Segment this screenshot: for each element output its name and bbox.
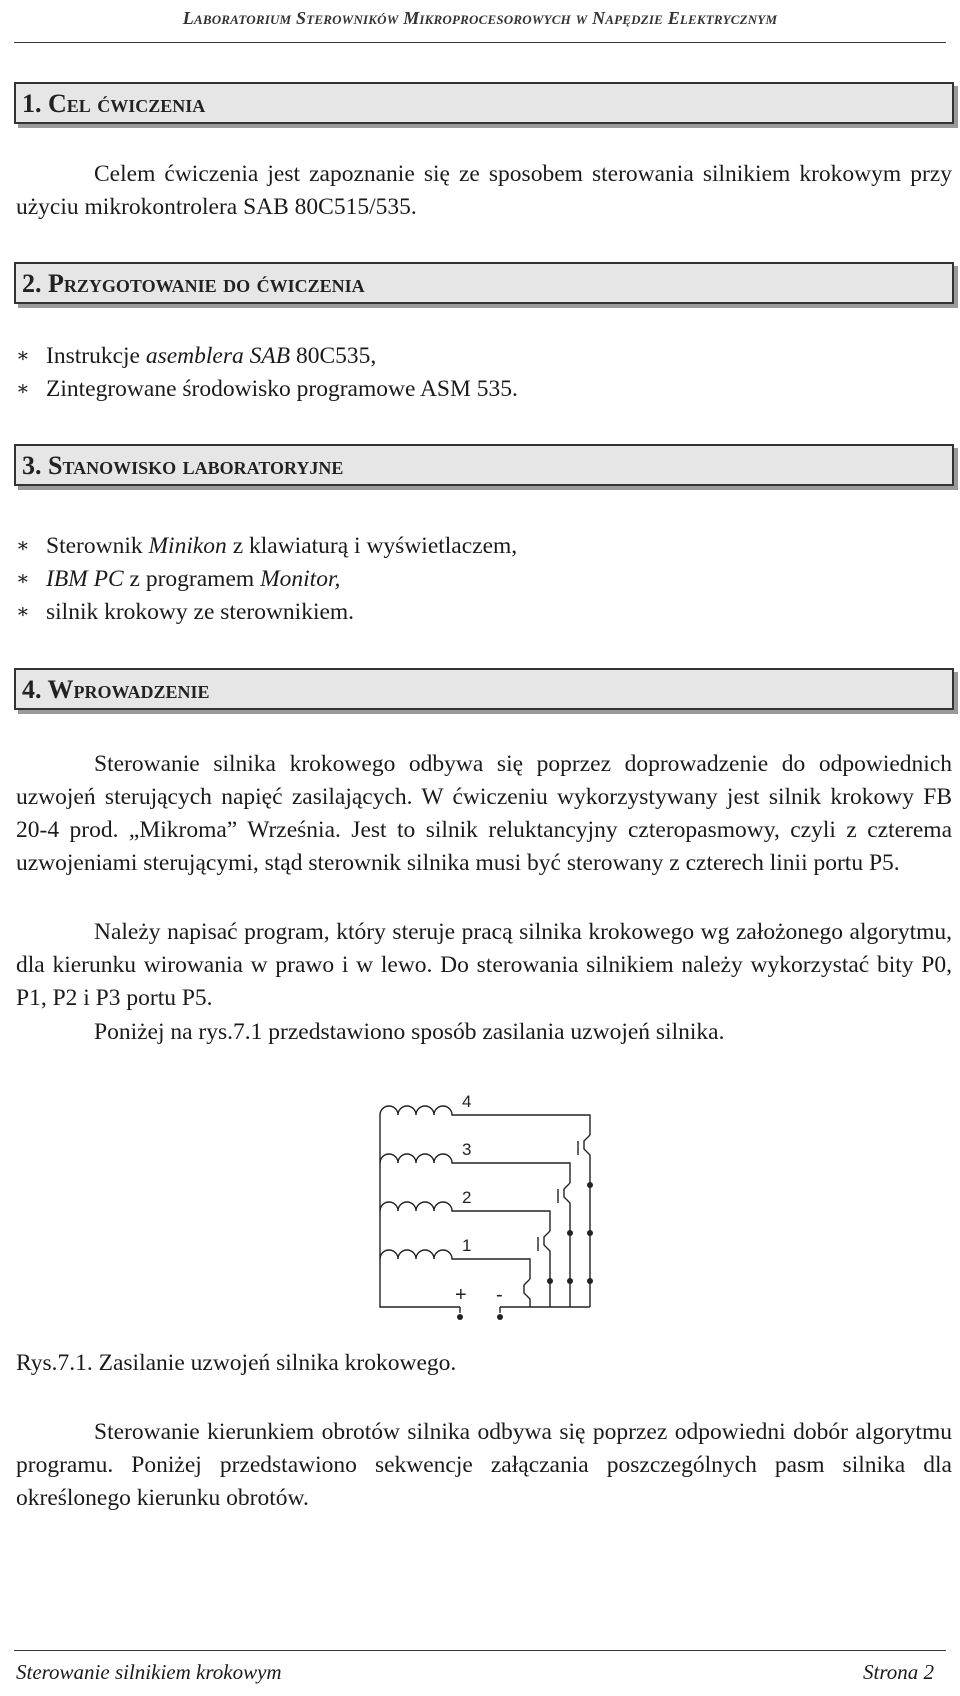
item-text: silnik krokowy ze sterownikiem. [46, 599, 355, 625]
coil-4 [380, 1106, 590, 1135]
bullet-icon: ∗ [16, 568, 30, 590]
section-heading-3: 3. Stanowisko laboratoryjne [14, 444, 954, 486]
intro-paragraph-3: Poniżej na rys.7.1 przedstawiono sposób zasilania uzwojeń silnika. [94, 1019, 725, 1045]
switch-2 [538, 1231, 550, 1307]
winding-label-4: 4 [462, 1092, 472, 1111]
footer-rule [14, 1650, 946, 1651]
item-italic: IBM PC [46, 566, 124, 592]
list-item [16, 563, 517, 596]
item-text: Instrukcje [46, 343, 146, 369]
section-heading-2: 2. Przygotowanie do ćwiczenia [14, 262, 954, 304]
item-text: Sterownik [46, 533, 149, 559]
section-heading-1: 1. Cel ćwiczenia [14, 82, 954, 124]
plus-label: + [455, 1284, 467, 1306]
winding-label-2: 2 [462, 1188, 472, 1207]
intro-paragraph-1: Sterowanie silnika krokowego odbywa się poprzez doprowadzenie do odpowiednich uzwojeń sterujących napięć zasilających. W ćwiczeniu wykorzystywany jest silnik krokowy FB 20-4 prod. „Mikroma” Września. Jest to silnik reluktancyjny czteropasmowy, czyli z czterema uzwojeniami sterującymi, stąd sterownik silnika musi być sterowany z czterech linii portu P5. [16, 751, 952, 876]
equipment-list [16, 530, 517, 629]
bullet-icon: ∗ [16, 345, 30, 367]
list-item [16, 530, 517, 563]
list-item [16, 596, 517, 629]
winding-label-1: 1 [462, 1236, 472, 1255]
list-item [16, 373, 518, 406]
intro-paragraph-2: Należy napisać program, który steruje pracą silnika krokowego wg założonego algorytmu, dla kierunku wirowania w prawo i w lewo. Do sterowania silnikiem należy wykorzystać bity P0, P1, P2 i P3 portu P5. [16, 919, 952, 1011]
intro-paragraph-4: Sterowanie kierunkiem obrotów silnika odbywa się poprzez odpowiedni dobór algorytmu programu. Poniżej przedstawiono sekwencje załączania poszczególnych pasm silnika dla określonego kierunku obrotów. [16, 1419, 952, 1511]
switch-3 [558, 1183, 570, 1307]
winding-label-3: 3 [462, 1140, 472, 1159]
winding-diagram [350, 1085, 610, 1325]
section-1-text: Celem ćwiczenia jest zapoznanie się ze sposobem sterowania silnikiem krokowym przy użyciu mikrokontrolera SAB 80C515/535. [16, 161, 952, 220]
item-italic: Minikon [148, 533, 227, 559]
switch-1 [524, 1279, 530, 1307]
section-heading-4: 4. Wprowadzenie [14, 668, 954, 710]
page-number: Strona 2 [863, 1660, 934, 1684]
rail-left [380, 1115, 460, 1307]
item-text-end: 80C535, [290, 343, 377, 369]
item-text: Zintegrowane środowisko programowe ASM 535. [46, 376, 518, 402]
bullet-icon: ∗ [16, 535, 30, 557]
item-text-end: z klawiaturą i wyświetlaczem, [226, 533, 518, 559]
bullet-icon: ∗ [16, 378, 30, 400]
item-italic: asemblera SAB [145, 343, 291, 369]
header-rule [14, 42, 946, 43]
item-text-end: z programem [123, 566, 261, 592]
page-header: Laboratorium Sterowników Mikroprocesorowych w Napędzie Elektrycznym [182, 8, 778, 28]
list-item [16, 340, 518, 373]
coil-3 [380, 1154, 570, 1183]
footer-title: Sterowanie silnikiem krokowym [16, 1660, 282, 1684]
bullet-icon: ∗ [16, 601, 30, 623]
item-italic-monitor: Monitor, [260, 566, 341, 592]
coil-1 [380, 1250, 530, 1279]
minus-label: - [496, 1284, 503, 1306]
prep-list [16, 340, 518, 406]
figure-caption: Rys.7.1. Zasilanie uzwojeń silnika krokowego. [16, 1350, 457, 1376]
